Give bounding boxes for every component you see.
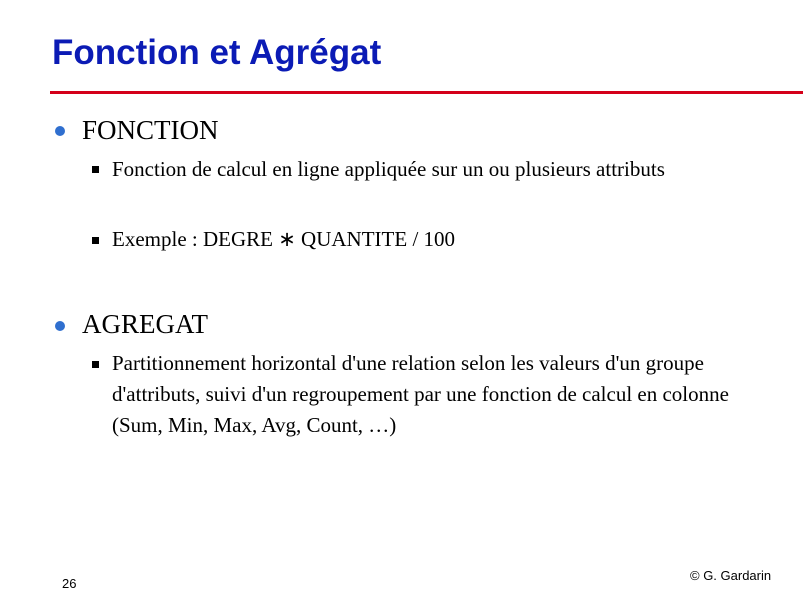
agregat-definition: Partitionnement horizontal d'une relation selon les valeurs d'un groupe d'attributs, suivi d'un regroupement par une fonction de calcul en colonne (Sum, Min, Max, Avg, Count, …) <box>112 351 729 437</box>
title-divider <box>50 91 803 94</box>
section-heading-fonction: FONCTION <box>82 115 219 145</box>
square-bullet-icon <box>92 361 99 368</box>
bullet-icon <box>55 126 65 136</box>
section-heading-agregat: AGREGAT <box>82 309 208 339</box>
slide-title: Fonction et Agrégat <box>52 33 382 72</box>
fonction-definition: Fonction de calcul en ligne appliquée sur un ou plusieurs attributs <box>112 157 665 181</box>
square-bullet-icon <box>92 237 99 244</box>
page-number: 26 <box>62 576 77 591</box>
bullet-icon <box>55 321 65 331</box>
fonction-example: Exemple : DEGRE ∗ QUANTITE / 100 <box>112 227 456 251</box>
copyright-notice: © G. Gardarin <box>690 568 772 583</box>
square-bullet-icon <box>92 166 99 173</box>
